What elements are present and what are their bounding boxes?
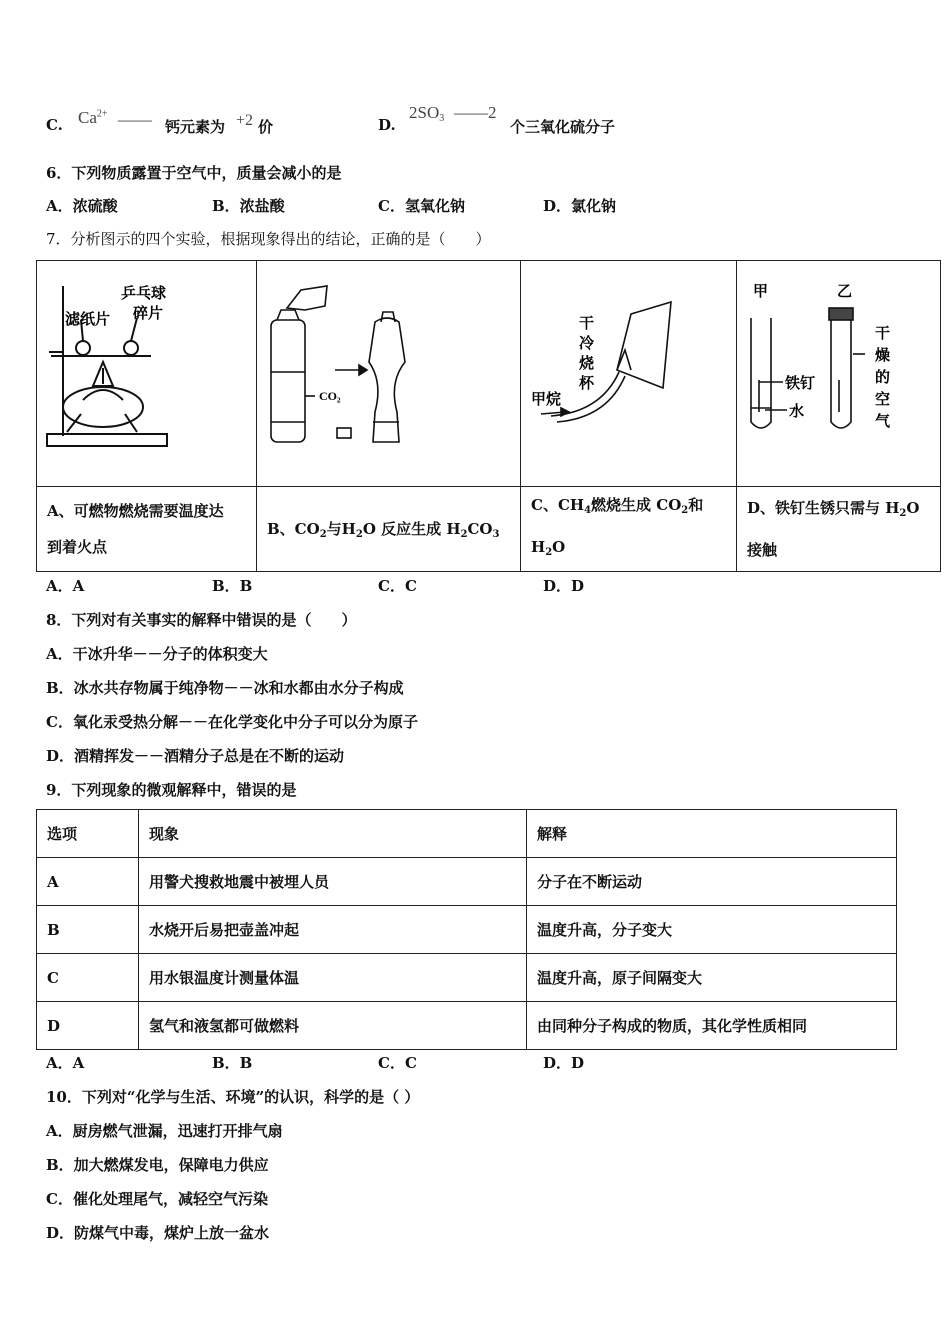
- q8-option-d[interactable]: D．酒精挥发－－酒精分子总是在不断的运动: [46, 747, 345, 765]
- water-label: 水: [789, 403, 805, 420]
- q9-option-c[interactable]: C．C: [378, 1054, 417, 1072]
- row-phenomenon: 用水银温度计测量体温: [139, 954, 527, 1002]
- figure-a-cell: [37, 261, 257, 487]
- q9-option-b[interactable]: B．B: [212, 1054, 253, 1072]
- conclusion-d: D、铁钉生锈只需与 $H_2O$ 接触: [737, 487, 941, 572]
- q5-option-d-dash: ——2: [454, 103, 497, 122]
- row-phenomenon: 氢气和液氢都可做燃料: [139, 1002, 527, 1050]
- q8-option-c[interactable]: C．氧化汞受热分解－－在化学变化中分子可以分为原子: [46, 713, 418, 731]
- row-explanation: 分子在不断运动: [527, 858, 897, 906]
- dry-air-label-5: 气: [875, 413, 891, 430]
- q5-option-c-dash: ——: [118, 110, 152, 129]
- row-option: B: [37, 906, 139, 954]
- q6-option-d[interactable]: D．氯化钠: [543, 197, 617, 215]
- dry-air-label-1: 干: [875, 325, 891, 342]
- q9-stem: 9．下列现象的微观解释中，错误的是: [46, 781, 297, 799]
- q5-option-c-unit: 价: [258, 118, 274, 136]
- table-row: [37, 1002, 897, 1050]
- table-row: [37, 954, 897, 1002]
- figure-d-cell: [737, 261, 941, 487]
- q5-option-d-letter: D.: [378, 116, 396, 134]
- q5-option-c-text: 钙元素为: [165, 118, 226, 136]
- q5-option-d-text: 个三氧化硫分子: [510, 118, 616, 136]
- q10-option-a[interactable]: A．厨房燃气泄漏，迅速打开排气扇: [46, 1122, 283, 1140]
- iron-nail-label: 铁钉: [785, 375, 816, 392]
- row-explanation: 由同种分子构成的物质，其化学性质相同: [527, 1002, 897, 1050]
- methane-combustion-figure: [521, 262, 735, 486]
- row-explanation: 温度升高，原子间隔变大: [527, 954, 897, 1002]
- table-row: [37, 906, 897, 954]
- q9-option-a[interactable]: A．A: [46, 1054, 85, 1072]
- q7-option-c[interactable]: C．C: [378, 577, 417, 595]
- q5-option-c-value: +2: [236, 112, 254, 129]
- q8-option-b[interactable]: B．冰水共存物属于纯净物－－冰和水都由水分子构成: [46, 679, 404, 697]
- row-phenomenon: 用警犬搜救地震中被埋人员: [139, 858, 527, 906]
- figure-c-cell: [521, 261, 737, 487]
- row-phenomenon: 水烧开后易把壶盖冲起: [139, 906, 527, 954]
- q10-option-d[interactable]: D．防煤气中毒，煤炉上放一盆水: [46, 1224, 270, 1242]
- q10-option-c[interactable]: C．催化处理尾气，减轻空气污染: [46, 1190, 268, 1208]
- dry-air-label-2: 燥: [875, 347, 891, 364]
- q5-option-c-formula: $Ca^{2+}$: [78, 108, 108, 127]
- q7-option-b[interactable]: B．B: [212, 577, 253, 595]
- q6-option-c[interactable]: C．氢氧化钠: [378, 197, 465, 215]
- q6-option-b[interactable]: B．浓盐酸: [212, 197, 285, 215]
- header-option: 选项: [37, 810, 139, 858]
- pingpong-label-line2: 碎片: [133, 305, 164, 322]
- row-option: C: [37, 954, 139, 1002]
- q6-stem: 6．下列物质露置于空气中，质量会减小的是: [46, 164, 342, 182]
- figure-b-cell: [257, 261, 521, 487]
- dry-cold-cup-label-4: 杯: [579, 375, 595, 392]
- q7-experiment-table: [36, 260, 941, 572]
- pingpong-label-line1: 乒乓球: [121, 285, 167, 302]
- q10-stem: 10．下列对“化学与生活、环境”的认识，科学的是（ ）: [46, 1088, 420, 1106]
- header-explanation: 解释: [527, 810, 897, 858]
- dry-cold-cup-label-3: 烧: [579, 355, 595, 372]
- row-option: A: [37, 858, 139, 906]
- row-option: D: [37, 1002, 139, 1050]
- co2-label: CO₂: [319, 388, 341, 403]
- conclusion-c: C、$CH_4$燃烧生成 $CO_2$和 $H_2O$: [521, 487, 737, 572]
- q5-option-c-letter: C.: [46, 116, 63, 134]
- header-phenomenon: 现象: [139, 810, 527, 858]
- q8-stem: 8．下列对有关事实的解释中错误的是（ ）: [46, 611, 357, 629]
- dry-cold-cup-label-1: 干: [579, 315, 595, 332]
- conclusion-b: B、$CO_2$与$H_2O$ 反应生成 $H_2CO_3$: [257, 487, 521, 572]
- co2-bottle-figure: [257, 262, 519, 486]
- dry-air-label-3: 的: [875, 369, 891, 386]
- methane-label: 甲烷: [531, 391, 562, 408]
- q9-option-d[interactable]: D．D: [543, 1054, 585, 1072]
- q7-stem: 7．分析图示的四个实验，根据现象得出的结论，正确的是（ ）: [46, 230, 491, 248]
- row-explanation: 温度升高，分子变大: [527, 906, 897, 954]
- q6-option-a[interactable]: A．浓硫酸: [46, 197, 118, 215]
- dry-cold-cup-label-2: 冷: [579, 335, 595, 352]
- q5-option-d-formula: $2SO_3$: [409, 103, 445, 124]
- dry-air-label-4: 空: [875, 391, 891, 408]
- tube-yi-label: 乙: [837, 283, 853, 300]
- iron-nail-rust-figure: [737, 262, 939, 486]
- q8-option-a[interactable]: A．干冰升华－－分子的体积变大: [46, 645, 268, 663]
- q9-table: [36, 809, 897, 1050]
- tube-jia-label: 甲: [753, 283, 769, 300]
- q10-option-b[interactable]: B．加大燃煤发电，保障电力供应: [46, 1156, 269, 1174]
- filter-paper-label: 滤纸片: [65, 311, 111, 328]
- q9-header-row: [37, 810, 897, 858]
- q7-option-d[interactable]: D．D: [543, 577, 585, 595]
- burning-experiment-figure: [37, 262, 255, 486]
- q7-option-a[interactable]: A．A: [46, 577, 85, 595]
- table-row: [37, 858, 897, 906]
- conclusion-a: A、可燃物燃烧需要温度达 到着火点: [37, 487, 257, 572]
